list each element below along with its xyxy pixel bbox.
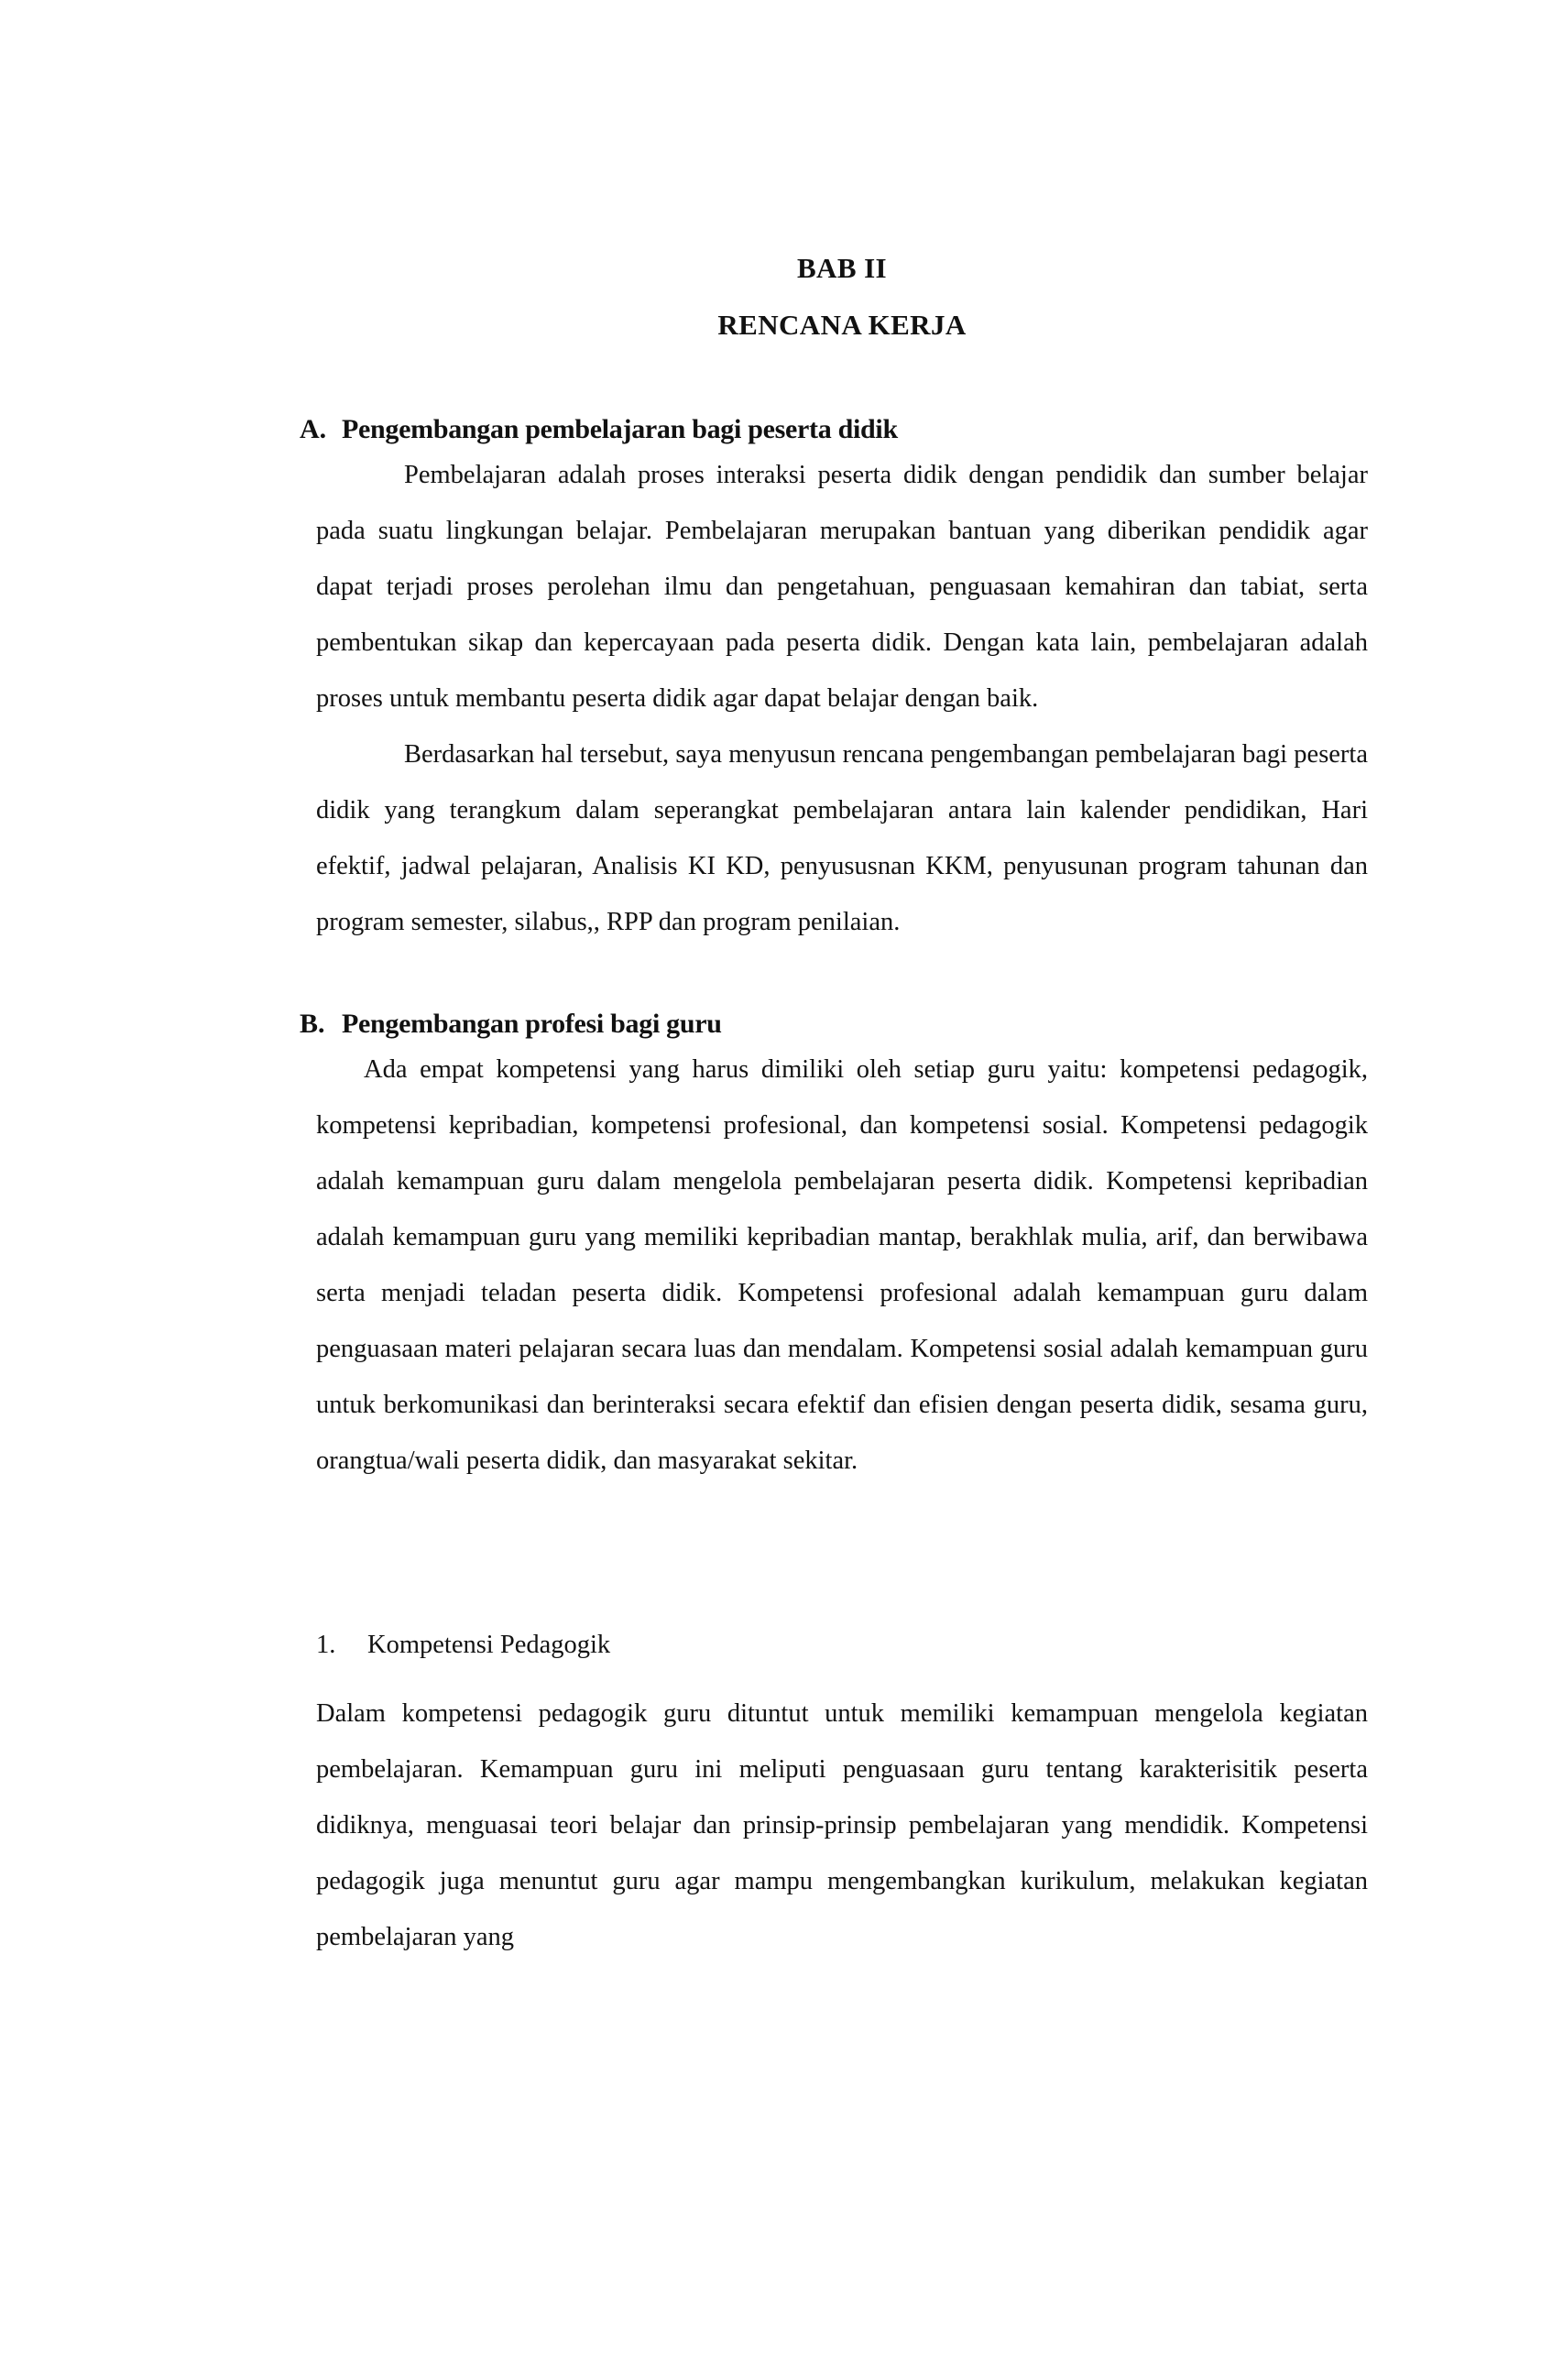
spacer-after-subitem <box>316 1673 1368 1686</box>
section-b-letter: B. <box>300 1009 325 1039</box>
subitem-1 <box>316 1617 1368 1673</box>
chapter-number: BAB II <box>796 252 888 284</box>
section-a-paragraph-1: Pembelajaran adalah proses interaksi peserta didik dengan pendidik dan sumber belajar pada suatu lingkungan belajar. Pembelajaran merupakan bantuan yang diberikan pendidik agar dapat terjadi proses perolehan ilmu dan pengetahuan, penguasaan kemahiran dan tabiat, serta pembentukan sikap dan kepercayaan pada peserta didik. Dengan kata lain, pembelajaran adalah proses untuk membantu peserta didik agar dapat belajar dengan baik. <box>316 461 1368 713</box>
section-a-letter: A. <box>300 414 327 444</box>
subitem-1-number: 1. <box>316 1631 336 1659</box>
chapter-title: RENCANA KERJA <box>717 309 967 341</box>
section-a-paragraph-2: Berdasarkan hal tersebut, saya menyusun rencana pengembangan pembelajaran bagi peserta didik yang terangkum dalam seperangkat pembelajaran antara lain kalender pendidikan, Hari efektif, jadwal pelajaran, Analisis KI KD, penyususnan KKM, penyusunan program tahunan dan program semester, silabus,, RPP dan program penilaian. <box>316 740 1368 936</box>
spacer-before-subitem <box>316 1489 1368 1617</box>
spacer-before-section-b <box>316 950 1368 1009</box>
section-heading-a <box>300 414 1368 445</box>
spacer-title-to-section-a <box>316 354 1368 414</box>
section-b-title: Pengembangan profesi bagi guru <box>342 1009 722 1039</box>
chapter-title-block <box>316 240 1368 354</box>
section-b-paragraph-1: Ada empat kompetensi yang harus dimiliki oleh setiap guru yaitu: kompetensi pedagogik, kompetensi kepribadian, kompetensi profesional, dan kompetensi sosial. Kompetensi pedagogik adalah kemampuan guru dalam mengelola pembelajaran peserta didik. Kompetensi kepribadian adalah kemampuan guru yang memiliki kepribadian mantap, berakhlak mulia, arif, dan berwibawa serta menjadi teladan peserta didik. Kompetensi profesional adalah kemampuan guru dalam penguasaan materi pelajaran secara luas dan mendalam. Kompetensi sosial adalah kemampuan guru untuk berkomunikasi dan berinteraksi secara efektif dan efisien dengan peserta didik, sesama guru, orangtua/wali peserta didik, dan masyarakat sekitar. <box>316 1055 1368 1475</box>
document-body <box>300 240 1368 1965</box>
section-a-title: Pengembangan pembelajaran bagi peserta didik <box>342 414 898 444</box>
subitem-1-body: Dalam kompetensi pedagogik guru dituntut untuk memiliki kemampuan mengelola kegiatan pembelajaran. Kemampuan guru ini meliputi penguasaan guru tentang karakterisitik peserta didiknya, menguasai teori belajar dan prinsip-prinsip pembelajaran yang mendidik. Kompetensi pedagogik juga menuntut guru agar mampu mengembangkan kurikulum, melakukan kegiatan pembelajaran yang <box>316 1699 1368 1951</box>
section-heading-b <box>300 1009 1368 1040</box>
subitem-1-label: Kompetensi Pedagogik <box>367 1631 611 1659</box>
